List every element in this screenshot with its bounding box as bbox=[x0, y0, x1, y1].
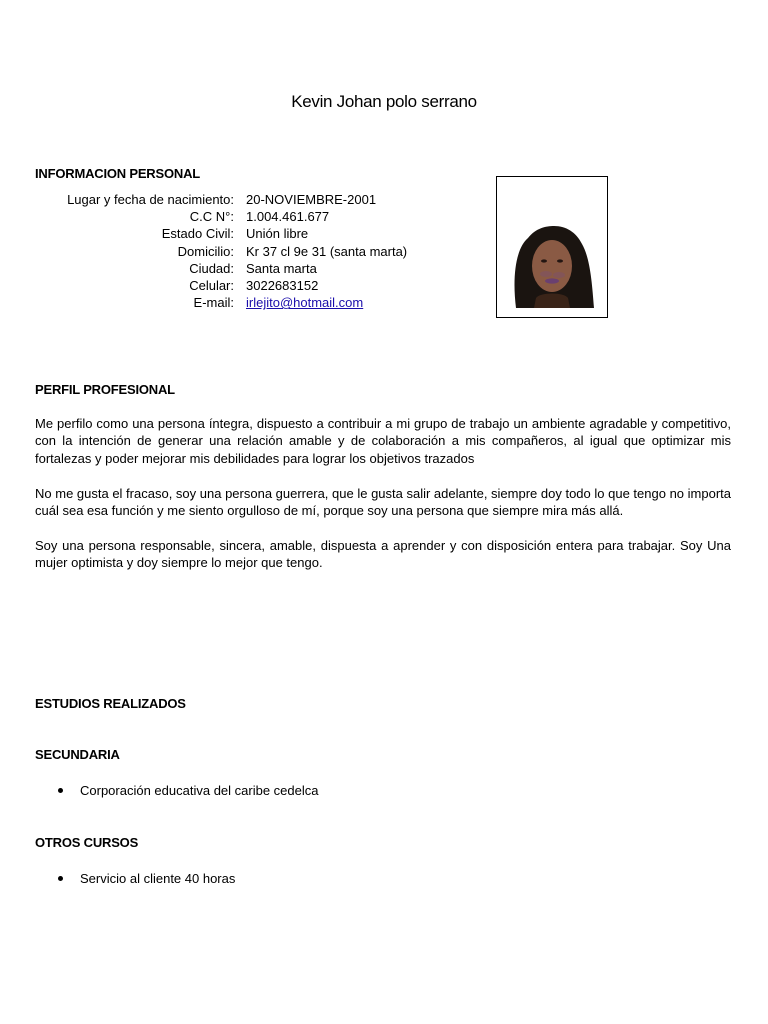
secondary-school-text: Corporación educativa del caribe cedelca bbox=[80, 783, 319, 798]
studies-heading: ESTUDIOS REALIZADOS bbox=[35, 696, 186, 711]
personal-info-row-phone bbox=[35, 277, 407, 294]
phone-value: 3022683152 bbox=[246, 278, 319, 294]
personal-info-row-birth bbox=[35, 191, 407, 208]
id-label: C.C N°: bbox=[189, 209, 234, 225]
secondary-list bbox=[58, 782, 318, 799]
portrait-image bbox=[506, 186, 598, 308]
civil-status-label: Estado Civil: bbox=[161, 226, 234, 242]
profile-photo bbox=[496, 176, 608, 318]
email-label: E-mail: bbox=[193, 295, 234, 311]
personal-info-row-email bbox=[35, 294, 407, 311]
courses-heading: OTROS CURSOS bbox=[35, 835, 139, 850]
personal-info-row-civil-status bbox=[35, 225, 407, 242]
profile-paragraph: No me gusta el fracaso, soy una persona guerrera, que le gusta salir adelante, siempre doy todo lo que tengo no importa cuál sea esa función y me siento orgulloso de mí, porque soy una persona que siempre mira más allá. bbox=[35, 486, 731, 519]
id-value: 1.004.461.677 bbox=[246, 209, 330, 225]
birth-value: 20-NOVIEMBRE-2001 bbox=[246, 192, 377, 207]
address-value: Kr 37 cl 9e 31 (santa marta) bbox=[246, 243, 408, 259]
personal-info-row-city bbox=[35, 260, 407, 277]
bullet-icon bbox=[58, 876, 63, 881]
personal-info-table bbox=[35, 191, 407, 311]
course-text: Servicio al cliente 40 horas bbox=[80, 871, 236, 886]
city-value: Santa marta bbox=[246, 260, 317, 276]
birth-label: Lugar y fecha de nacimiento: bbox=[67, 192, 234, 207]
profile-heading: PERFIL PROFESIONAL bbox=[35, 382, 175, 397]
personal-info-heading: INFORMACION PERSONAL bbox=[35, 166, 201, 181]
bullet-icon bbox=[58, 788, 63, 793]
profile-paragraph: Me perfilo como una persona íntegra, dispuesto a contribuir a mi grupo de trabajo un ambiente agradable y competitivo, con la intención de generar una relación amable y de colaboración a mis compañeros, al igual que optimizar mis fortalezas y poder mejorar mis debilidades para lograr los objetivos trazados bbox=[35, 416, 731, 466]
list-item bbox=[58, 782, 318, 799]
personal-info-row-address bbox=[35, 243, 407, 260]
email-link[interactable]: irlejito@hotmail.com bbox=[246, 295, 364, 311]
address-label: Domicilio: bbox=[177, 243, 234, 259]
civil-status-value: Unión libre bbox=[246, 226, 309, 242]
list-item bbox=[58, 870, 235, 887]
secondary-heading: SECUNDARIA bbox=[35, 747, 120, 762]
courses-list bbox=[58, 870, 235, 887]
city-label: Ciudad: bbox=[189, 260, 234, 276]
phone-label: Celular: bbox=[189, 278, 234, 294]
personal-info-row-id bbox=[35, 208, 407, 225]
resume-name-title: Kevin Johan polo serrano bbox=[291, 92, 477, 111]
profile-paragraph: Soy una persona responsable, sincera, amable, dispuesta a aprender y con disposición entera para trabajar. Soy Una mujer optimista y doy siempre lo mejor que tengo. bbox=[35, 538, 731, 571]
